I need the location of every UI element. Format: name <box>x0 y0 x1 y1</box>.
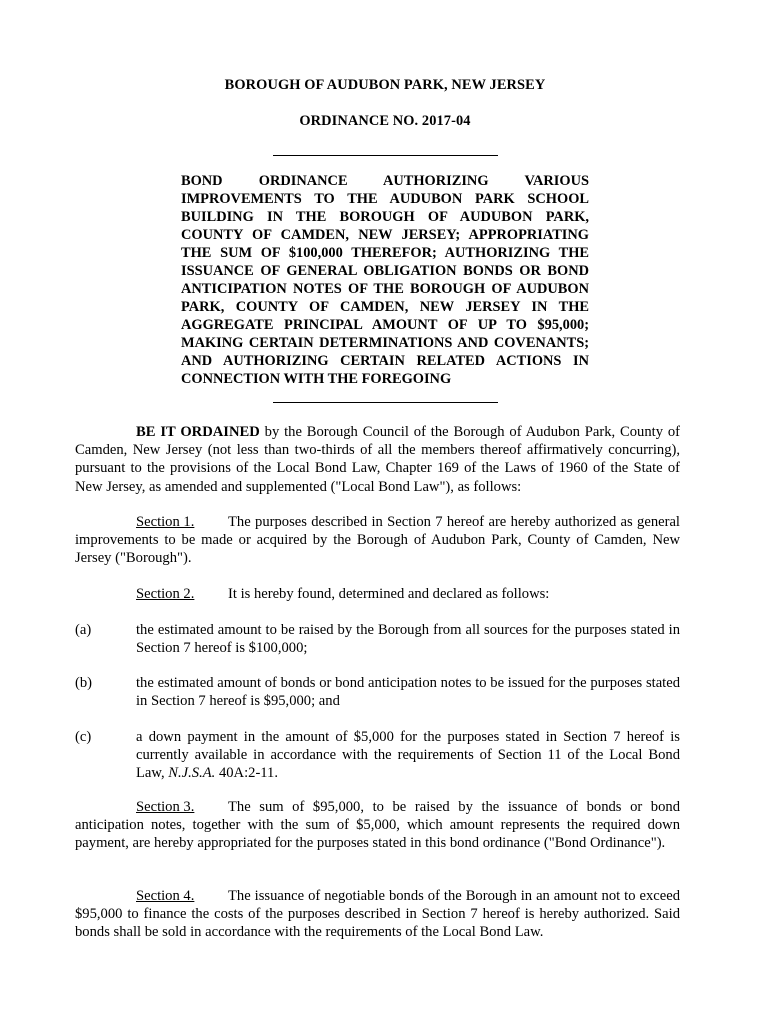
section-1-paragraph <box>75 513 680 568</box>
section-2-paragraph <box>75 585 680 603</box>
section-3-text: The sum of $95,000, to be raised by the issuance of bonds or bond anticipation notes, together with the sum of $5,000, which amount represents the required down payment, are hereby appropriated for the purposes stated in this bond ordinance ("Bond Ordinance"). <box>75 799 680 852</box>
borough-heading: BOROUGH OF AUDUBON PARK, NEW JERSEY <box>224 77 546 93</box>
ordinance-title: BOND ORDINANCE AUTHORIZING VARIOUS IMPROVEMENTS TO THE AUDUBON PARK SCHOOL BUILDING IN THE BOROUGH OF AUDUBON PARK, COUNTY OF CAMDEN, NEW JERSEY; APPROPRIATING THE SUM OF $100,000 THEREFOR; AUTHORIZING THE ISSUANCE OF GENERAL OBLIGATION BONDS OR BOND ANTICIPATION NOTES OF THE BOROUGH OF AUDUBON PARK, COUNTY OF CAMDEN, NEW JERSEY IN THE AGGREGATE PRINCIPAL AMOUNT OF UP TO $95,000; MAKING CERTAIN DETERMINATIONS AND COVENANTS; AND AUTHORIZING CERTAIN RELATED ACTIONS IN CONNECTION WITH THE FOREGOING <box>181 173 589 387</box>
preamble-paragraph <box>75 423 680 496</box>
preamble-text: by the Borough Council of the Borough of Audubon Park, County of Camden, New Jersey (not less than two-thirds of all the members thereof affirmatively concurring), pursuant to the provisions of the Local Bond Law, Chapter 169 of the Laws of 1960 of the State of New Jersey, as amended and supplemented ("Local Bond Law"), as follows: <box>75 424 681 495</box>
list-item-b-letter: (b) <box>75 675 93 691</box>
section-2-label: Section 2. <box>136 586 195 602</box>
list-item-a-letter: (a) <box>75 622 92 638</box>
list-item-c-text-post: 40A:2-11. <box>215 765 279 782</box>
ordinance-number: ORDINANCE NO. 2017-04 <box>299 113 471 129</box>
section-4-paragraph <box>75 887 680 942</box>
section-3-label: Section 3. <box>136 799 195 815</box>
list-item-b-text: the estimated amount of bonds or bond anticipation notes to be issued for the purposes stated in Section 7 hereof is $95,000; and <box>136 675 680 710</box>
section-3-paragraph <box>75 798 680 853</box>
section-4-text: The issuance of negotiable bonds of the Borough in an amount not to exceed $95,000 to finance the costs of the purposes described in Section 7 hereof is hereby authorized. Said bonds shall be sold in accordance with the requirements of the Local Bond Law. <box>75 888 680 941</box>
list-item-a-text: the estimated amount to be raised by the Borough from all sources for the purposes stated in Section 7 hereof is $100,000; <box>136 622 680 657</box>
statute-citation: N.J.S.A. <box>168 765 216 782</box>
preamble-lead: BE IT ORDAINED <box>136 424 260 440</box>
title-top-rule <box>273 155 498 156</box>
section-4-label: Section 4. <box>136 888 195 904</box>
section-1-label: Section 1. <box>136 514 195 530</box>
section-2-text: It is hereby found, determined and declared as follows: <box>228 586 550 602</box>
title-bottom-rule <box>273 402 498 403</box>
list-item-c-text-pre: a down payment in the amount of $5,000 for the purposes stated in Section 7 hereof is currently available in accordance with the requirements of Section 11 of the Local Bond Law, <box>136 729 680 782</box>
list-item-c-text <box>136 728 680 783</box>
section-1-text: The purposes described in Section 7 hereof are hereby authorized as general improvements to be made or acquired by the Borough of Audubon Park, County of Camden, New Jersey ("Borough"). <box>75 514 680 567</box>
list-item-c-letter: (c) <box>75 729 92 745</box>
